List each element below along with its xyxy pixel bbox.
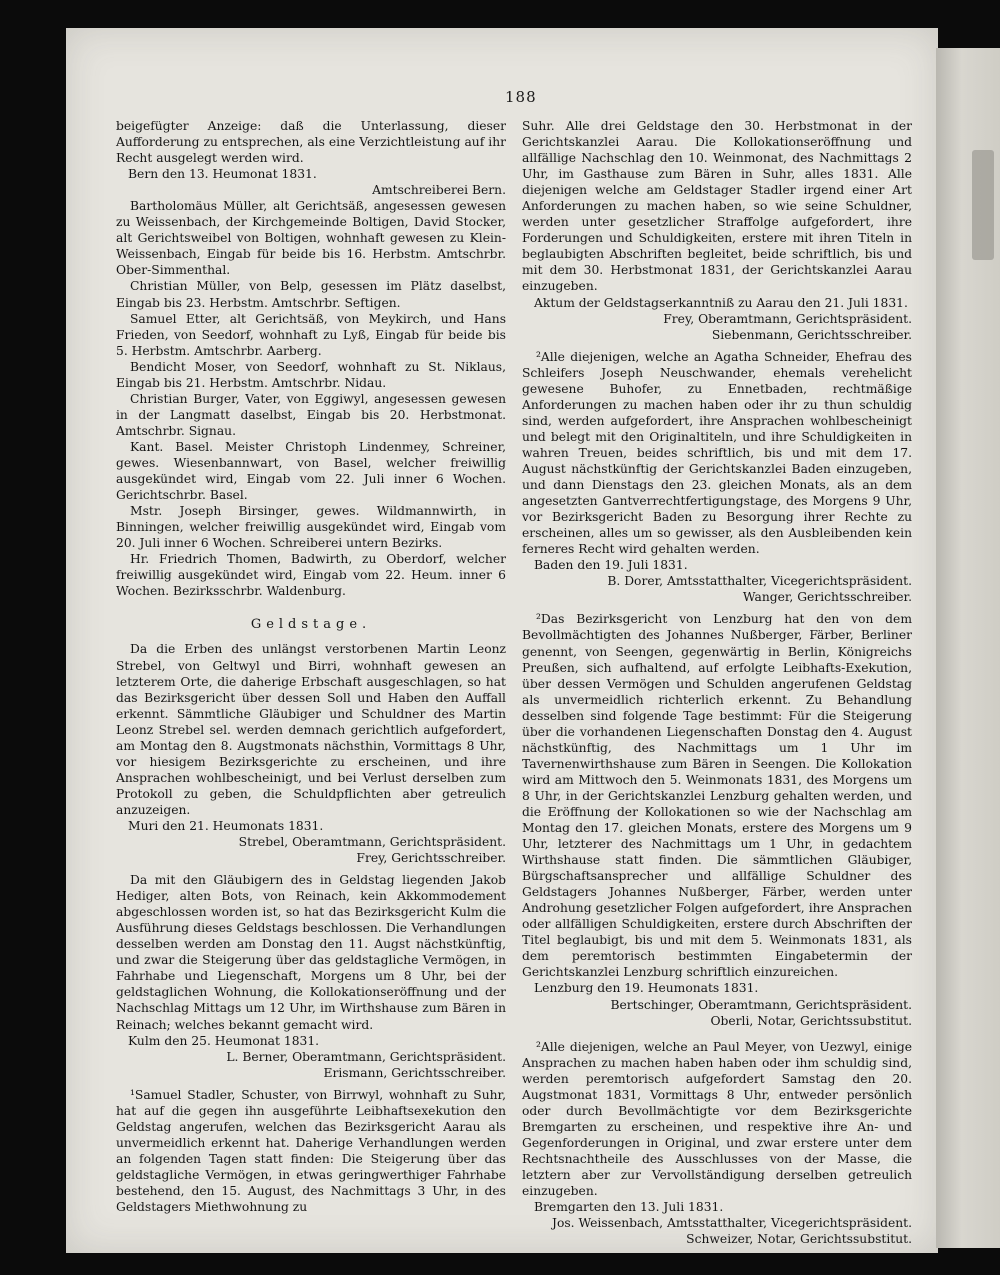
notice-entry: Christian Burger, Vater, von Eggiwyl, angesessen gewesen in der Langmatt daselbst, Eingab bis 20. Herbstmonat. Amtschrbr. Signau. [116,391,506,438]
dateline: Baden den 19. Juli 1831. [534,558,688,573]
notice-entry: Samuel Etter, alt Gerichtsäß, von Meykirch, und Hans Frieden, von Seedorf, wohnhaft zu Lyß, Eingab für beide bis 5. Herbstm. Amtschrbr. Aarberg. [116,311,506,358]
dateline: Muri den 21. Heumonats 1831. [128,818,324,833]
dateline: Aktum der Geldstagserkanntniß zu Aarau den 21. Juli 1831. [534,295,908,310]
notice-paragraph: ²Alle diejenigen, welche an Agatha Schneider, Ehefrau des Schleifers Joseph Neuschwander, ehemals verehelicht gewesene Buhofer, zu Ennetbaden, rechtmäßige Anforderungen zu machen haben oder ihr zu thun schuldig sind, werden aufgefordert, ihre Ansprachen wohlbescheinigt und belegt mit den Originaltiteln, und ihre Schuldigkeiten in wahren Treuen, beides schriftlich, bis und mit dem 17. August nächstkünftig der Gerichtskanzlei Baden einzugeben, und dann Dienstags den 23. gleichen Monats, als an dem angesetzten Gantverrechtfertigungstage, des Morgens 9 Uhr, vor Bezirksgericht Baden zu Besorgung ihrer Rechte zu erscheinen, alles um so gewisser, als den Ausbleibenden kein ferneres Recht wird gehalten werden. [522,349,912,557]
signature: Siebenmann, Gerichtsschreiber. [711,327,912,342]
notice-entry: Christian Müller, von Belp, gesessen im Plätz daselbst, Eingab bis 23. Herbstm. Amtschrbr. Seftigen. [116,279,506,310]
notice-paragraph: ¹Samuel Stadler, Schuster, von Birrwyl, wohnhaft zu Suhr, hat auf die gegen ihn ausgeführte Leibhaftsexekution den Geldstag angerufen, welchen das Bezirksgericht Aarau als unvermeidlich erkennt hat. Daherige Verhandlungen werden an folgenden Tagen statt finden: Die Steigerung über das geldstagliche Vermögen, in etwas geringwerthiger Fahrhabe bestehend, den 15. August, des Nachmittags 3 Uhr, in des Geldstagers Miethwohnung zu [116,1087,506,1215]
signature: Amtschreiberei Bern. [372,183,506,198]
notice-entry: Bendicht Moser, von Seedorf, wohnhaft zu St. Niklaus, Eingab bis 21. Herbstm. Amtschrbr. Nidau. [116,359,506,390]
dateline: Kulm den 25. Heumonat 1831. [128,1033,320,1048]
notice-entry: Kant. Basel. Meister Christoph Lindenmey, Schreiner, gewes. Wiesenbannwart, von Basel, welcher freiwillig ausgekündet wird, Eingab vom 22. Juli inner 6 Wochen. Gerichtschrbr. Basel. [116,439,506,503]
signature: Bertschinger, Oberamtmann, Gerichtspräsident. [610,997,912,1012]
dateline: Bremgarten den 13. Juli 1831. [534,1200,724,1215]
notice-entry: Hr. Friedrich Thomen, Badwirth, zu Oberdorf, welcher freiwillig ausgekündet wird, Eingab vom 22. Heum. inner 6 Wochen. Bezirksschrbr. Waldenburg. [116,552,506,599]
notice-paragraph: Suhr. Alle drei Geldstage den 30. Herbstmonat in der Gerichtskanzlei Aarau. Die Kollokationseröffnung und allfällige Nachschlag den 10. Weinmonat, des Nachmittags 2 Uhr, im Gasthause zum Bären in Suhr, alles 1831. Alle diejenigen welche am Geldstager Stadler irgend einer Art Anforderungen zu machen haben, so wie seine Schuldner, werden unter gesetzlicher Straffolge aufgefordert, ihre Forderungen und Schuldigkeiten, erstere mit ihren Titeln in beglaubigten Abschriften begleitet, beide schriftlich, bis und mit dem 30. Herbstmonat 1831, der Gerichtskanzlei Aarau einzugeben. [522,119,912,294]
notice-paragraph: ²Alle diejenigen, welche an Paul Meyer, von Uezwyl, einige Ansprachen zu machen haben haben oder ihm schuldig sind, werden peremtorisch aufgefordert Samstag den 20. Augstmonat 1831, Vormittags 8 Uhr, entweder persönlich oder durch Bevollmächtigte vor dem Bezirksgerichte Bremgarten zu erscheinen, und respektive ihre An- und Gegenforderungen in Original, und zwar erstere unter dem Rechtsnachtheile des Ausschlusses von der Masse, die letztern aber zur Vervollständigung derselben getreulich einzugeben. [522,1039,912,1199]
paragraph: beigefügter Anzeige: daß die Unterlassung, dieser Aufforderung zu entsprechen, als eine Verzichtleistung auf ihr Recht ausgelegt werden wird. [116,119,506,166]
signature: Schweizer, Notar, Gerichtssubstitut. [686,1232,912,1247]
left-column [116,118,506,1215]
signature: B. Dorer, Amtsstatthalter, Vicegerichtspräsident. [607,574,912,589]
notice-paragraph: ²Das Bezirksgericht von Lenzburg hat den von dem Bevollmächtigten des Johannes Nußberger, Färber, Berliner genennt, von Seengen, gegenwärtig in Berlin, Königreichs Preußen, sich aufhaltend, auf erfolgte Leibhafts-Exekution, über dessen Vermögen und Schulden angerufenen Geldstag als unvermeidlich richterlich erkennt. Zu Behandlung desselben sind folgende Tage bestimmt: Für die Steigerung über die vorhandenen Liegenschaften Donstag den 4. August nächstkünftig, des Nachmittags um 1 Uhr im Tavernenwirthshause zum Bären in Seengen. Die Kollokation wird am Mittwoch den 5. Weinmonats 1831, des Morgens um 8 Uhr, in der Gerichtskanzlei Lenzburg gehalten werden, und die Eröffnung der Kollokationen so wie der Nachschlag am Montag den 17. gleichen Monats, erstere des Morgens um 9 Uhr, letzterer des Nachmittags um 1 Uhr, in gedachtem Wirthshause statt finden. Die sämmtlichen Gläubiger, Bürgschaftsansprecher und allfällige Schuldner des Geldstagers Johannes Nußberger, Färber, werden unter Androhung gesetzlicher Folgen aufgefordert, ihre Ansprachen oder allfälligen Schuldigkeiten, erstere durch Abschriften der Titel beglaubigt, bis und mit dem 5. Weinmonats 1831, als dem peremtorisch bestimmten Eingabetermin der Gerichtskanzlei Lenzburg schriftlich einzureichen. [522,612,912,980]
signature: Frey, Oberamtmann, Gerichtspräsident. [663,311,912,326]
notice-paragraph: Da die Erben des unlängst verstorbenen Martin Leonz Strebel, von Geltwyl und Birri, wohnhaft gewesen an letzterem Orte, die daherige Erbschaft ausgeschlagen, so hat das Bezirksgericht über dessen Soll und Haben den Auffall erkennt. Sämmtliche Gläubiger und Schuldner des Martin Leonz Strebel sel. werden demnach gerichtlich aufgefordert, am Montag den 8. Augstmonats nächsthin, Vormittags 8 Uhr, vor hiesigem Bezirksgerichte zu erscheinen, und ihre Ansprachen wohlbescheinigt, und bei Verlust derselben zum Protokoll zu geben, die Schuldpflichten aber getreulich anzuzeigen. [116,642,506,817]
signature: Erismann, Gerichtsschreiber. [323,1065,506,1080]
right-column [522,118,912,1247]
notice-entry: Mstr. Joseph Birsinger, gewes. Wildmannwirth, in Binningen, welcher freiwillig ausgekündet wird, Eingab vom 20. Juli inner 6 Wochen. Schreiberei untern Bezirks. [116,504,506,551]
signature: Oberli, Notar, Gerichtssubstitut. [710,1013,912,1028]
signature: Strebel, Oberamtmann, Gerichtspräsident. [238,835,506,850]
section-heading: Geldstage. [250,617,372,633]
dateline: Bern den 13. Heumonat 1831. [128,167,317,182]
signature: Frey, Gerichtsschreiber. [356,851,506,866]
page-edge-stain [972,150,994,260]
page-number: 188 [505,88,537,106]
signature: L. Berner, Oberamtmann, Gerichtspräsident. [226,1049,506,1064]
notice-paragraph: Da mit den Gläubigern des in Geldstag liegenden Jakob Hediger, alten Bots, von Reinach, kein Akkommodement abgeschlossen worden ist, so hat das Bezirksgericht Kulm die Ausführung dieses Geldstags beschlossen. Die Verhandlungen desselben werden am Donstag den 11. Augst nächstkünftig, und zwar die Steigerung über das geldstagliche Vermögen, in Fahrhabe und Liegenschaft, Morgens um 8 Uhr, bei der geldstaglichen Wohnung, die Kollokationseröffnung und der Nachschlag Mittags um 12 Uhr, im Wirthshause zum Bären in Reinach; welches bekannt gemacht wird. [116,873,506,1032]
signature: Jos. Weissenbach, Amtsstatthalter, Vicegerichtspräsident. [552,1216,912,1231]
signature: Wanger, Gerichtsschreiber. [742,590,912,605]
dateline: Lenzburg den 19. Heumonats 1831. [534,981,759,996]
notice-entry: Bartholomäus Müller, alt Gerichtsäß, angesessen gewesen zu Weissenbach, der Kirchgemeinde Boltigen, David Stocker, alt Gerichtsweibel von Boltigen, wohnhaft gewesen zu Klein-Weissenbach, Eingab für beide bis 16. Herbstm. Amtschrbr. Ober-Simmenthal. [116,199,506,278]
